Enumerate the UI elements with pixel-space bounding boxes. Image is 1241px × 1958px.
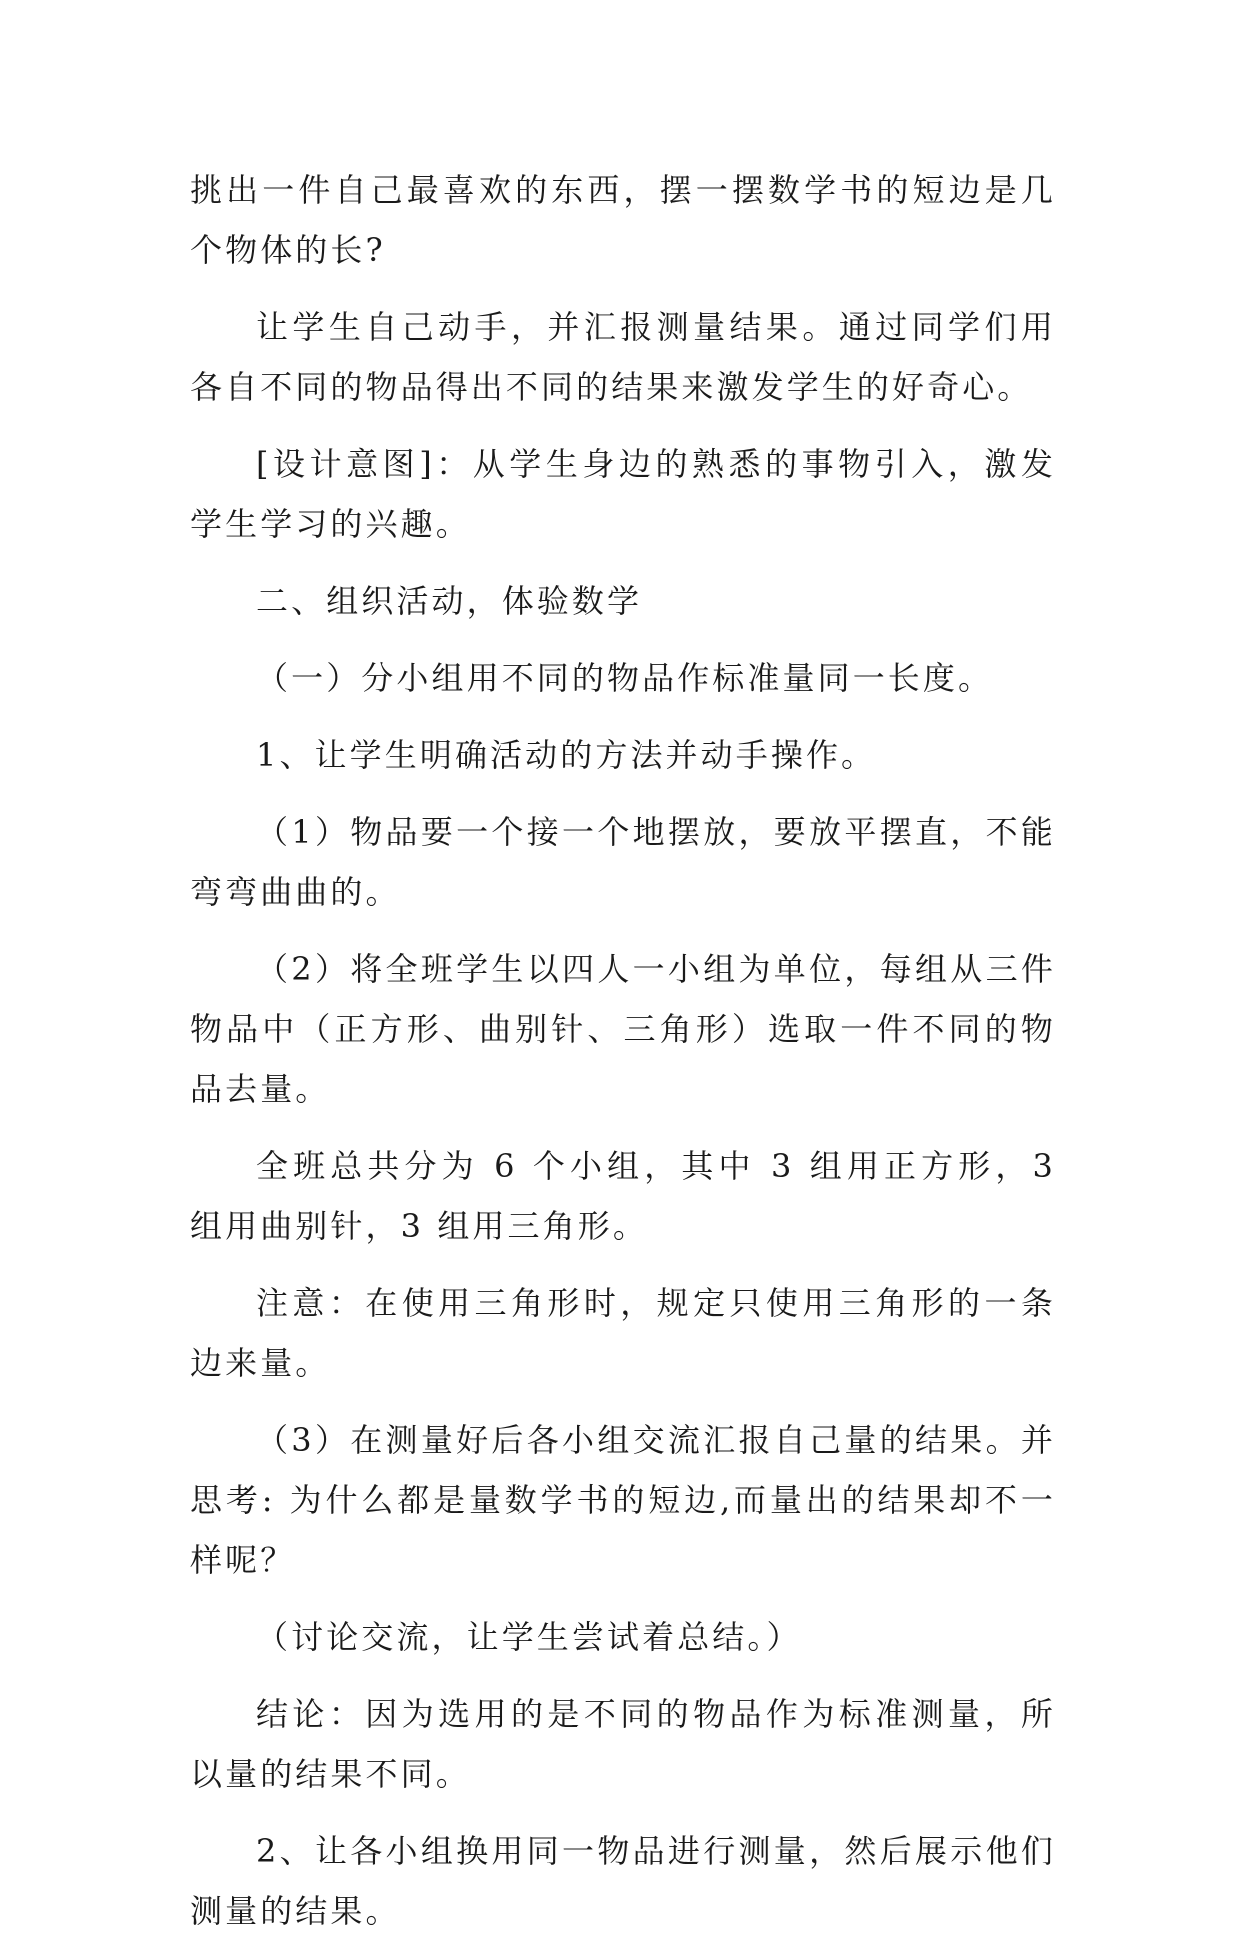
section-heading-2: 二、组织活动，体验数学 [256,582,643,620]
paragraph-design-intent: [设计意图]：从学生身边的熟悉的事物引入，激发学生学习的兴趣。 [190,445,1056,543]
conclusion: 结论：因为选用的是不同的物品作为标准测量，所以量的结果不同。 [190,1695,1056,1793]
group-assignment: 全班总共分为 6 个小组，其中 3 组用正方形，3 组用曲别针，3 组用三角形。 [190,1147,1056,1245]
body-text [190,160,1056,1958]
step-2: 2、让各小组换用同一物品进行测量，然后展示他们测量的结果。 [190,1832,1056,1930]
note: 注意：在使用三角形时，规定只使用三角形的一条边来量。 [190,1284,1056,1382]
paragraph-1: 挑出一件自己最喜欢的东西，摆一摆数学书的短边是几个物体的长? [190,171,1056,269]
discussion: （讨论交流，让学生尝试着总结。） [256,1618,802,1656]
step-1: 1、让学生明确活动的方法并动手操作。 [256,736,877,774]
rule-1: （1）物品要一个接一个地摆放，要放平摆直，不能弯弯曲曲的。 [190,813,1056,911]
rule-2: （2）将全班学生以四人一小组为单位，每组从三件物品中（正方形、曲别针、三角形）选取一件不同的物品去量。 [190,950,1056,1108]
rule-3: （3）在测量好后各小组交流汇报自己量的结果。并思考: 为什么都是量数学书的短边,而量出的结果却不一样呢？ [190,1421,1056,1579]
subsection-heading-1: （一）分小组用不同的物品作标准量同一长度。 [256,659,994,697]
paragraph-2: 让学生自己动手，并汇报测量结果。通过同学们用各自不同的物品得出不同的结果来激发学生的好奇心。 [190,308,1056,406]
